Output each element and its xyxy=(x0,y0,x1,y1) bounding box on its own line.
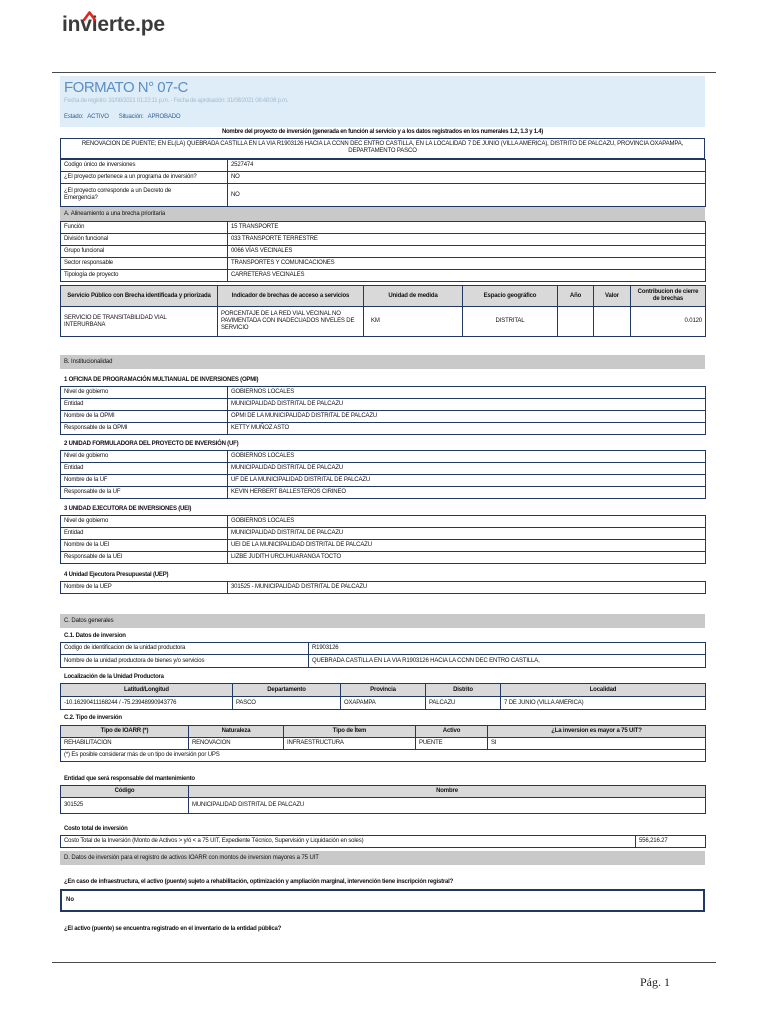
table-row xyxy=(61,387,706,399)
table-row xyxy=(61,222,706,234)
brecha-valor xyxy=(594,307,631,337)
project-info-table xyxy=(60,159,706,207)
column-header: Indicador de brechas de acceso a servicios xyxy=(218,286,364,307)
table-row xyxy=(61,798,706,814)
localizacion-table xyxy=(60,683,706,710)
column-header: Nombre xyxy=(189,786,706,798)
uei-title: 3 UNIDAD EJECUTORA DE INVERSIONES (UEI) xyxy=(64,506,192,512)
table-cell: SI xyxy=(488,738,706,750)
question-inventario: ¿El activo (puente) se encuentra registrado en el inventario de la entidad pública? xyxy=(64,926,282,932)
section-b-title: B. Institucionalidad xyxy=(60,355,705,369)
field-label: Entidad xyxy=(61,463,228,475)
costo-label: Costo Total de la Inversión (Monto de Activos > y/ó < a 75 UIT, Expediente Técnico, Supervisión y Liquidación en soles) xyxy=(61,836,636,848)
table-row xyxy=(61,738,706,750)
column-header: ¿La inversion es mayor a 75 UIT? xyxy=(488,726,706,738)
info-label: ¿El proyecto corresponde a un Decreto de Emergencia? xyxy=(61,184,228,207)
table-row xyxy=(61,697,706,710)
field-label: Nombre de la UEI xyxy=(61,540,228,552)
table-row xyxy=(61,552,706,564)
table-cell: -10.16290411168244 / -75.23948990943776 xyxy=(61,697,233,710)
table-row xyxy=(61,160,706,172)
column-header: Código xyxy=(61,786,189,798)
mantenimiento-title: Entidad que será responsable del mantenimiento xyxy=(64,776,195,782)
section-d-title: D. Datos de inversión para el registro de activos IOARR con montos de inversion mayores a 75 UIT xyxy=(60,851,705,865)
info-label: Codigo único de inversiones xyxy=(61,160,228,172)
field-value: MUNICIPALIDAD DISTRITAL DE PALCAZU xyxy=(228,399,706,411)
field-label: Codigo de identificacion de la unidad productora xyxy=(61,643,309,655)
field-label: Grupo funcional xyxy=(61,246,228,258)
uei-table xyxy=(60,515,706,564)
estado-value: ACTIVO xyxy=(87,114,109,120)
field-value: UF DE LA MUNICIPALIDAD DISTRITAL DE PALCAZU xyxy=(228,475,706,487)
uep-table xyxy=(60,581,706,594)
table-cell: REHABILITACION xyxy=(61,738,189,750)
brecha-servicio: SERVICIO DE TRANSITABILIDAD VIAL INTERURBANA xyxy=(61,307,218,337)
table-cell: 7 DE JUNIO (VILLA AMERICA) xyxy=(501,697,706,710)
table-header-row xyxy=(61,726,706,738)
table-cell: 301525 xyxy=(61,798,189,814)
costo-table xyxy=(60,835,706,848)
table-cell: OXAPAMPA xyxy=(341,697,426,710)
mantenimiento-table xyxy=(60,785,706,814)
table-row xyxy=(61,270,706,282)
field-label: Responsable de la UEI xyxy=(61,552,228,564)
localizacion-title: Localización de la Unidad Productora xyxy=(64,674,164,680)
table-row xyxy=(61,399,706,411)
field-value: MUNICIPALIDAD DISTRITAL DE PALCAZU xyxy=(228,463,706,475)
brecha-indicador: PORCENTAJE DE LA RED VIAL VECINAL NO PAVIMENTADA CON INADECUADOS NIVELES DE SERVICIO xyxy=(218,307,364,337)
column-header: Valor xyxy=(594,286,631,307)
uep-title: 4 Unidad Ejecutora Presupuestal (UEP) xyxy=(64,572,169,578)
column-header: Contribucion de cierre de brechas xyxy=(631,286,706,307)
field-value: KEVIN HERBERT BALLESTEROS CIRINEO xyxy=(228,487,706,499)
field-label: Nivel de gobierno xyxy=(61,387,228,399)
section-a-title: A. Alineamiento a una brecha prioritaria xyxy=(60,207,705,221)
opmi-title: 1 OFICINA DE PROGRAMACIÓN MULTIANUAL DE INVERSIONES (OPMI) xyxy=(64,377,259,383)
opmi-table xyxy=(60,386,706,435)
field-label: Función xyxy=(61,222,228,234)
field-value: TRANSPORTES Y COMUNICACIONES xyxy=(228,258,706,270)
table-row xyxy=(61,184,706,207)
section-a-table xyxy=(60,221,706,282)
brecha-contribucion: 0.0120 xyxy=(631,307,706,337)
logo-arrow-icon xyxy=(83,11,96,21)
brecha-table xyxy=(60,285,706,337)
field-value: QUEBRADA CASTILLA EN LA VIA R1903126 HACIA LA CCNN DEC ENTRO CASTILLA, xyxy=(309,655,706,668)
field-value: MUNICIPALIDAD DISTRITAL DE PALCAZU xyxy=(228,528,706,540)
info-value: NO xyxy=(228,172,706,184)
brecha-espacio: DISTRITAL xyxy=(463,307,558,337)
column-header: Año xyxy=(558,286,594,307)
costo-title: Costo total de inversión xyxy=(64,826,128,832)
table-row xyxy=(61,307,706,337)
table-cell: PUENTE xyxy=(416,738,488,750)
table-row xyxy=(61,528,706,540)
situacion-label: Situación: xyxy=(118,114,144,120)
top-divider xyxy=(52,72,716,73)
column-header: Departamento xyxy=(233,684,341,697)
form-title: FORMATO N° 07-C xyxy=(64,79,188,96)
column-header: Espacio geográfico xyxy=(463,286,558,307)
c2-title: C.2. Tipo de inversión xyxy=(64,715,122,721)
column-header: Tipo de IOARR (*) xyxy=(61,726,189,738)
field-label: Nombre de la UF xyxy=(61,475,228,487)
table-cell: PALCAZU xyxy=(426,697,501,710)
field-value: UEI DE LA MUNICIPALIDAD DISTRITAL DE PALCAZU xyxy=(228,540,706,552)
field-value: KETTY MUÑOZ ASTO xyxy=(228,423,706,435)
table-header-row xyxy=(61,286,706,307)
table-row xyxy=(61,411,706,423)
field-label: Nombre de la unidad productora de bienes y/o servicios xyxy=(61,655,309,668)
answer-inscripcion: No xyxy=(60,889,705,912)
table-row xyxy=(61,836,706,848)
c1-title: C.1. Datos de inversion xyxy=(64,633,126,639)
table-row xyxy=(61,463,706,475)
table-row xyxy=(61,487,706,499)
table-cell: PASCO xyxy=(233,697,341,710)
c1-table xyxy=(60,642,706,668)
c2-note: (*) Es posible considerar más de un tipo de inversión por UPS xyxy=(61,750,706,762)
field-value: GOBIERNOS LOCALES xyxy=(228,516,706,528)
table-row xyxy=(61,475,706,487)
table-row xyxy=(61,516,706,528)
table-row xyxy=(61,655,706,668)
field-label: Responsable de la UF xyxy=(61,487,228,499)
field-value: GOBIERNOS LOCALES xyxy=(228,451,706,463)
field-value: GOBIERNOS LOCALES xyxy=(228,387,706,399)
field-label: Responsable de la OPMI xyxy=(61,423,228,435)
situacion-value: APROBADO xyxy=(147,114,181,120)
section-c-title: C. Datos generales xyxy=(60,614,705,628)
form-status xyxy=(64,113,180,121)
table-row xyxy=(61,172,706,184)
info-label: ¿El proyecto pertenece a un programa de inversión? xyxy=(61,172,228,184)
brecha-unidad: KM xyxy=(364,307,463,337)
field-label: Sector responsable xyxy=(61,258,228,270)
field-label: Nivel de gobierno xyxy=(61,516,228,528)
table-cell: RENOVACION xyxy=(189,738,284,750)
table-header-row xyxy=(61,684,706,697)
field-label: Nombre de la UEP xyxy=(61,582,228,594)
project-name: RENOVACION DE PUENTE; EN EL(LA) QUEBRADA CASTILLA EN LA VIA R1903126 HACIA LA CCNN DEC ENTRO CASTILLA, EN LA LOCALIDAD 7 DE JUNIO (VILLA AMERICA), DISTRITO DE PALCAZU, PROVINCIA OXAPAMPA, DEPARTAMENTO PASCO xyxy=(60,138,705,159)
form-dates: Fecha de registro: 31/08/2021 01:22:11 p.m. - Fecha de aprobación: 31/08/2021 08:48:06 p.m. xyxy=(64,98,289,104)
field-value: R1903126 xyxy=(309,643,706,655)
costo-value: 556,216.27 xyxy=(636,836,706,848)
table-header-row xyxy=(61,786,706,798)
table-row xyxy=(61,258,706,270)
column-header: Latitud/Longitud xyxy=(61,684,233,697)
table-cell: INFRAESTRUCTURA xyxy=(284,738,416,750)
bottom-divider xyxy=(52,962,716,963)
project-name-caption: Nombre del proyecto de inversión (generada en función al servicio y a los datos registrados en los numerales 1.2, 1.3 y 1.4) xyxy=(221,129,544,135)
table-row xyxy=(61,643,706,655)
info-value: NO xyxy=(228,184,706,207)
column-header: Naturaleza xyxy=(189,726,284,738)
uf-table xyxy=(60,450,706,499)
field-value: 301525 - MUNICIPALIDAD DISTRITAL DE PALCAZU xyxy=(228,582,706,594)
table-row xyxy=(61,423,706,435)
table-row xyxy=(61,246,706,258)
field-label: Entidad xyxy=(61,399,228,411)
c2-table xyxy=(60,725,706,762)
column-header: Servicio Público con Brecha identificada y priorizada xyxy=(61,286,218,307)
field-label: Tipología de proyecto xyxy=(61,270,228,282)
column-header: Unidad de medida xyxy=(364,286,463,307)
table-note-row xyxy=(61,750,706,762)
column-header: Provincia xyxy=(341,684,426,697)
table-row xyxy=(61,234,706,246)
column-header: Tipo de Ítem xyxy=(284,726,416,738)
field-value: CARRETERAS VECINALES xyxy=(228,270,706,282)
info-value: 2527474 xyxy=(228,160,706,172)
brecha-anio xyxy=(558,307,594,337)
table-cell: MUNICIPALIDAD DISTRITAL DE PALCAZU xyxy=(189,798,706,814)
field-value: 033 TRANSPORTE TERRESTRE xyxy=(228,234,706,246)
field-label: Nivel de gobierno xyxy=(61,451,228,463)
form-header xyxy=(60,76,705,127)
field-label: Entidad xyxy=(61,528,228,540)
estado-label: Estado: xyxy=(64,114,84,120)
field-label: División funcional xyxy=(61,234,228,246)
field-value: 0066 VÍAS VECINALES xyxy=(228,246,706,258)
uf-title: 2 UNIDAD FORMULADORA DEL PROYECTO DE INVERSIÓN (UF) xyxy=(64,441,239,447)
field-value: 15 TRANSPORTE xyxy=(228,222,706,234)
table-row xyxy=(61,540,706,552)
question-inscripcion: ¿En caso de infraestructura, el activo (puente) sujeto a rehabilitación, optimización y ampliación marginal, intervención tiene inscripción registral? xyxy=(64,879,454,885)
field-label: Nombre de la OPMI xyxy=(61,411,228,423)
invierte-logo: invierte.pe xyxy=(62,13,165,36)
column-header: Activo xyxy=(416,726,488,738)
table-row xyxy=(61,582,706,594)
field-value: OPMI DE LA MUNICIPALIDAD DISTRITAL DE PALCAZU xyxy=(228,411,706,423)
column-header: Localidad xyxy=(501,684,706,697)
column-header: Distrito xyxy=(426,684,501,697)
table-row xyxy=(61,451,706,463)
page-number: Pág. 1 xyxy=(640,975,670,989)
field-value: LIZBE JUDITH URCUHUARANGA TOCTO xyxy=(228,552,706,564)
